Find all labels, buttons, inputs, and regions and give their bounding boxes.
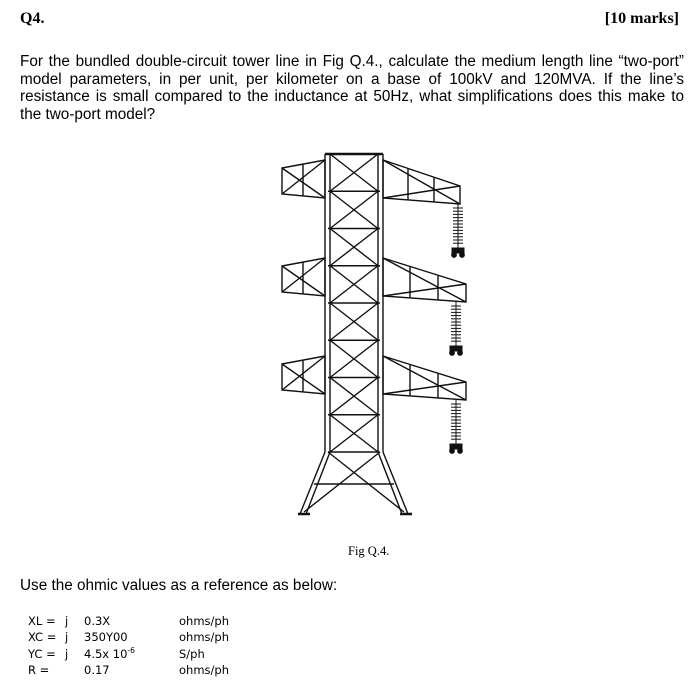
value-unit: ohms/ph	[179, 614, 229, 628]
insulator-string	[450, 400, 463, 453]
left-arms	[282, 160, 325, 394]
value-j: j	[65, 646, 69, 661]
value-unit: ohms/ph	[179, 630, 229, 645]
value-base: 4.5x 10	[84, 646, 128, 661]
value-name: XL =	[28, 614, 56, 628]
value-name: R =	[28, 662, 50, 677]
conductor	[458, 351, 463, 356]
value-number: 350Y00	[84, 630, 128, 645]
values-table	[28, 613, 288, 678]
value-number	[84, 646, 135, 662]
value-unit: S/ph	[179, 646, 205, 661]
value-name: YC =	[28, 646, 56, 661]
transmission-tower-icon	[270, 146, 480, 538]
insulator-string	[450, 302, 463, 355]
reference-text: Use the ohmic values as a reference as below:	[20, 577, 338, 594]
conductor	[450, 449, 455, 454]
value-unit: ohms/ph	[179, 662, 229, 677]
insulator-strings	[450, 204, 465, 453]
value-number: 0.17	[84, 662, 110, 677]
question-number: Q4.	[20, 10, 45, 27]
conductor	[450, 351, 455, 356]
value-row-r	[28, 662, 288, 678]
value-row-yc	[28, 646, 288, 662]
value-name: XC =	[28, 630, 57, 645]
conductor	[458, 449, 463, 454]
value-j: j	[65, 614, 69, 628]
value-number: 0.3X	[84, 614, 111, 628]
tower-figure	[270, 146, 480, 538]
question-text: For the bundled double-circuit tower line in Fig Q.4., calculate the medium length line “two-port” model parameters, in per unit, per kilometer on a base of 100kV and 120MVA. If the line’s resistance is small compared to the inductance at 50Hz, what simplifications does this make to the two-port model?	[20, 53, 684, 123]
value-row-xc	[28, 629, 288, 645]
conductor	[452, 253, 457, 258]
marks-label: [10 marks]	[604, 10, 679, 27]
tower-legs	[298, 452, 412, 514]
right-arms	[383, 160, 466, 400]
value-row-xl	[28, 613, 288, 629]
value-j: j	[65, 630, 69, 645]
conductor	[460, 253, 465, 258]
value-exponent: -6	[127, 645, 135, 655]
figure-caption: Fig Q.4.	[348, 544, 390, 558]
insulator-string	[452, 204, 465, 257]
